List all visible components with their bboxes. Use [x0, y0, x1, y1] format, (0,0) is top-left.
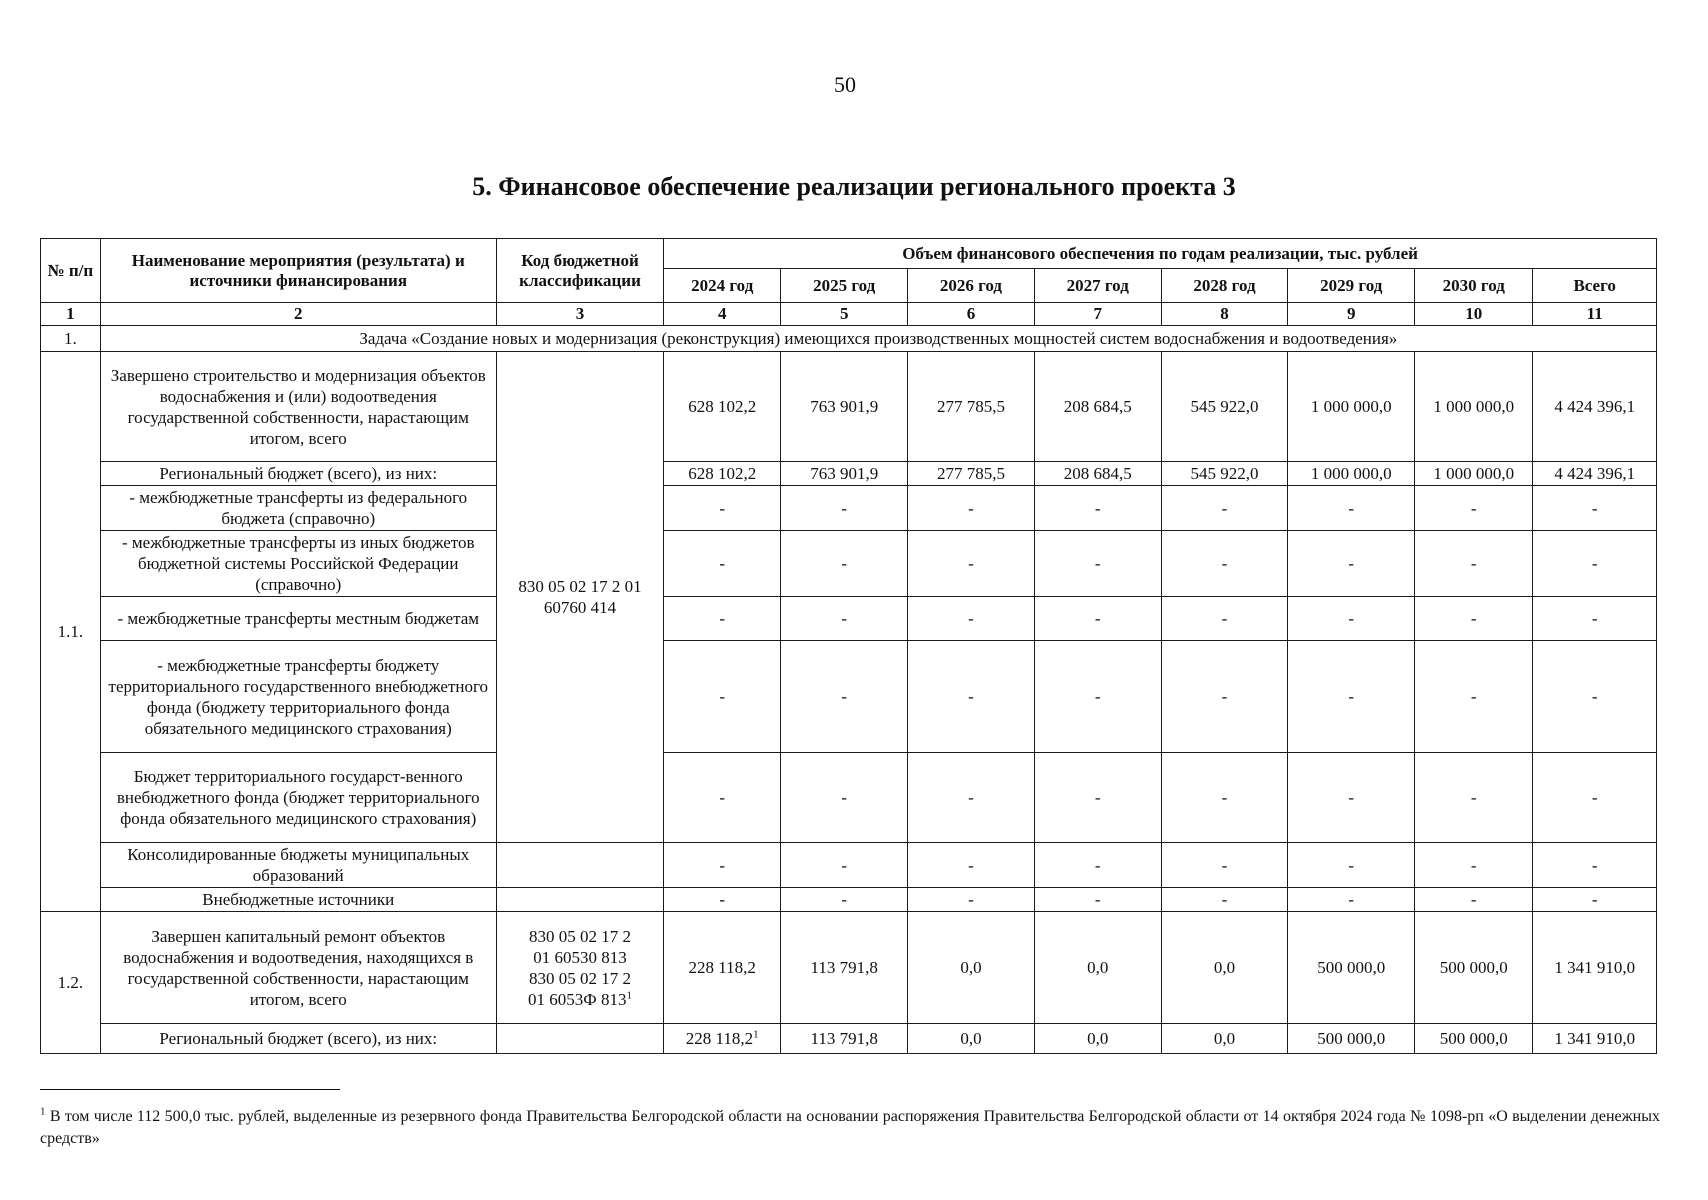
- table-row: [41, 641, 1657, 753]
- value-cell: -: [1161, 888, 1288, 912]
- value-cell: -: [1533, 531, 1657, 597]
- value-cell: 500 000,0: [1415, 1024, 1533, 1054]
- value-cell: -: [1288, 486, 1415, 531]
- value-cell: 1 000 000,0: [1415, 462, 1533, 486]
- value-cell: -: [1034, 486, 1161, 531]
- value-cell: -: [1533, 753, 1657, 843]
- header-volume: Объем финансового обеспечения по годам реализации, тыс. рублей: [664, 239, 1657, 269]
- header-year: 2030 год: [1415, 269, 1533, 303]
- value-cell: -: [1415, 641, 1533, 753]
- value-cell: 545 922,0: [1161, 462, 1288, 486]
- value-cell: 500 000,0: [1288, 1024, 1415, 1054]
- row-name: - межбюджетные трансферты из иных бюджетов бюджетной системы Российской Федерации (справочно): [100, 531, 496, 597]
- header-year: 2025 год: [781, 269, 908, 303]
- value-cell: 0,0: [908, 912, 1035, 1024]
- column-number: 7: [1034, 303, 1161, 326]
- value-cell: 500 000,0: [1288, 912, 1415, 1024]
- column-number: 3: [496, 303, 663, 326]
- value-cell: 113 791,8: [781, 912, 908, 1024]
- row-number: 1.2.: [41, 912, 101, 1054]
- row-name: - межбюджетные трансферты местным бюджетам: [100, 597, 496, 641]
- header-year: 2024 год: [664, 269, 781, 303]
- row-name: Завершено строительство и модернизация объектов водоснабжения и (или) водоотведения государственной собственности, нарастающим итогом, всего: [100, 352, 496, 462]
- value-cell: -: [781, 888, 908, 912]
- value-cell: -: [664, 843, 781, 888]
- header-number: № п/п: [41, 239, 101, 303]
- value-cell: -: [908, 641, 1035, 753]
- value-cell: -: [1415, 531, 1533, 597]
- value-cell: 1 341 910,0: [1533, 912, 1657, 1024]
- value-cell: -: [1533, 486, 1657, 531]
- value-cell: -: [1533, 888, 1657, 912]
- table-row: [41, 486, 1657, 531]
- value-cell: -: [1415, 888, 1533, 912]
- column-number: 5: [781, 303, 908, 326]
- column-number: 6: [908, 303, 1035, 326]
- footnote-marker: 1: [753, 1028, 759, 1041]
- value-cell: -: [1415, 486, 1533, 531]
- header-code: Код бюджетной классификации: [496, 239, 663, 303]
- financing-table: [40, 238, 1657, 1054]
- value-cell: 4 424 396,1: [1533, 462, 1657, 486]
- value-cell: -: [1161, 486, 1288, 531]
- value-cell: 1 000 000,0: [1288, 352, 1415, 462]
- footnote: [40, 1106, 1660, 1150]
- task-row: [41, 326, 1657, 352]
- row-name: Консолидированные бюджеты муниципальных образований: [100, 843, 496, 888]
- table-row: [41, 597, 1657, 641]
- table-row: [41, 531, 1657, 597]
- value-cell: -: [1415, 753, 1533, 843]
- value-cell: 545 922,0: [1161, 352, 1288, 462]
- header-year: 2028 год: [1161, 269, 1288, 303]
- value-cell: [664, 1024, 781, 1054]
- value-cell: -: [664, 486, 781, 531]
- budget-code-text: 01 6053Ф 813: [528, 989, 627, 1009]
- value-cell: -: [1415, 843, 1533, 888]
- header-year: 2026 год: [908, 269, 1035, 303]
- value-cell: -: [1533, 597, 1657, 641]
- value-cell: 0,0: [1161, 1024, 1288, 1054]
- budget-code: 830 05 02 17 2 01 60760 414: [496, 352, 663, 843]
- value-cell: -: [1288, 888, 1415, 912]
- column-number: 4: [664, 303, 781, 326]
- budget-code-empty: [496, 1024, 663, 1054]
- value-cell: 0,0: [1161, 912, 1288, 1024]
- page-number: 50: [834, 72, 856, 97]
- header-total: Всего: [1533, 269, 1657, 303]
- value-cell: 0,0: [908, 1024, 1035, 1054]
- value-cell: 1 000 000,0: [1415, 352, 1533, 462]
- value-cell: 208 684,5: [1034, 352, 1161, 462]
- value-cell: -: [781, 641, 908, 753]
- budget-code-line: 830 05 02 17 2: [529, 968, 632, 988]
- value-cell: -: [664, 753, 781, 843]
- value-cell: -: [908, 888, 1035, 912]
- column-number: 9: [1288, 303, 1415, 326]
- row-name: Региональный бюджет (всего), из них:: [100, 462, 496, 486]
- column-number: 8: [1161, 303, 1288, 326]
- value-cell: -: [908, 843, 1035, 888]
- value-cell: -: [1415, 597, 1533, 641]
- value-cell: -: [1034, 843, 1161, 888]
- value-cell: 763 901,9: [781, 462, 908, 486]
- column-number: 2: [100, 303, 496, 326]
- budget-code-empty: [496, 843, 663, 888]
- value-cell: 208 684,5: [1034, 462, 1161, 486]
- footnote-divider: [40, 1089, 340, 1090]
- row-name: Внебюджетные источники: [100, 888, 496, 912]
- value-cell: 628 102,2: [664, 352, 781, 462]
- header-year: 2029 год: [1288, 269, 1415, 303]
- document-title: 5. Финансовое обеспечение реализации регионального проекта 3: [472, 172, 1236, 201]
- value-cell: 277 785,5: [908, 462, 1035, 486]
- value-cell: -: [781, 597, 908, 641]
- value-cell: -: [908, 597, 1035, 641]
- row-name: - межбюджетные трансферты из федерального бюджета (справочно): [100, 486, 496, 531]
- table-row: [41, 1024, 1657, 1054]
- value-cell: -: [1288, 753, 1415, 843]
- value-cell: -: [1161, 597, 1288, 641]
- value-cell: 0,0: [1034, 912, 1161, 1024]
- budget-code-line: 830 05 02 17 2: [529, 926, 632, 946]
- budget-code-empty: [496, 888, 663, 912]
- value-cell: -: [664, 531, 781, 597]
- value-cell: -: [908, 486, 1035, 531]
- value-cell: -: [781, 843, 908, 888]
- budget-code-line: [503, 989, 657, 1010]
- task-text: Задача «Создание новых и модернизация (реконструкция) имеющихся производственных мощностей систем водоснабжения и водоотведения»: [100, 326, 1656, 352]
- value-cell: -: [908, 753, 1035, 843]
- table-row: [41, 888, 1657, 912]
- value-cell: -: [781, 531, 908, 597]
- value-cell: 763 901,9: [781, 352, 908, 462]
- value-cell: -: [1533, 641, 1657, 753]
- value-cell: -: [781, 753, 908, 843]
- table-row: [41, 912, 1657, 1024]
- value-cell: -: [1533, 843, 1657, 888]
- value-cell: -: [1034, 753, 1161, 843]
- table-row: [41, 753, 1657, 843]
- value-cell: -: [664, 888, 781, 912]
- row-name: Завершен капитальный ремонт объектов водоснабжения и водоотведения, находящихся в государственной собственности, нарастающим итогом, всего: [100, 912, 496, 1024]
- value-cell: -: [1288, 597, 1415, 641]
- value-cell: -: [781, 486, 908, 531]
- value-cell: 113 791,8: [781, 1024, 908, 1054]
- row-number: 1.1.: [41, 352, 101, 912]
- value-cell: -: [664, 641, 781, 753]
- column-number: 11: [1533, 303, 1657, 326]
- value-cell: -: [1034, 888, 1161, 912]
- row-name: Бюджет территориального государст-венного внебюджетного фонда (бюджет территориального фонда обязательного медицинского страхования): [100, 753, 496, 843]
- value-cell: -: [1288, 641, 1415, 753]
- row-name: - межбюджетные трансферты бюджету территориального государственного внебюджетного фонда (бюджету территориального фонда обязательного медицинского страхования): [100, 641, 496, 753]
- value-cell: -: [1034, 597, 1161, 641]
- budget-code-line: 01 60530 813: [533, 947, 627, 967]
- value-cell: 628 102,2: [664, 462, 781, 486]
- column-number: 10: [1415, 303, 1533, 326]
- value-cell: -: [908, 531, 1035, 597]
- table-row: [41, 352, 1657, 462]
- value-cell: -: [1161, 843, 1288, 888]
- value-cell: -: [1288, 531, 1415, 597]
- footnote-marker: 1: [626, 988, 632, 1001]
- budget-code: [496, 912, 663, 1024]
- value-cell: -: [1161, 531, 1288, 597]
- row-number: 1.: [41, 326, 101, 352]
- value-cell: 1 000 000,0: [1288, 462, 1415, 486]
- table-row: [41, 462, 1657, 486]
- value-cell: 277 785,5: [908, 352, 1035, 462]
- value-cell: -: [1034, 641, 1161, 753]
- value-cell: 500 000,0: [1415, 912, 1533, 1024]
- value-cell: -: [1161, 753, 1288, 843]
- header-year: 2027 год: [1034, 269, 1161, 303]
- value-text: 228 118,2: [685, 1029, 754, 1048]
- value-cell: -: [1161, 641, 1288, 753]
- value-cell: -: [1288, 843, 1415, 888]
- value-cell: 4 424 396,1: [1533, 352, 1657, 462]
- value-cell: 228 118,2: [664, 912, 781, 1024]
- value-cell: -: [1034, 531, 1161, 597]
- footnote-text: В том числе 112 500,0 тыс. рублей, выделенные из резервного фонда Правительства Белгородской области на основании распоряжения Правительства Белгородской области от 14 октября 2024 года № 1098-рп «О выделении денежных средств»: [40, 1108, 1660, 1147]
- table-row: [41, 843, 1657, 888]
- value-cell: -: [664, 597, 781, 641]
- value-cell: 1 341 910,0: [1533, 1024, 1657, 1054]
- header-name: Наименование мероприятия (результата) и источники финансирования: [100, 239, 496, 303]
- row-name: Региональный бюджет (всего), из них:: [100, 1024, 496, 1054]
- column-number: 1: [41, 303, 101, 326]
- footnote-marker: 1: [40, 1105, 46, 1118]
- value-cell: 0,0: [1034, 1024, 1161, 1054]
